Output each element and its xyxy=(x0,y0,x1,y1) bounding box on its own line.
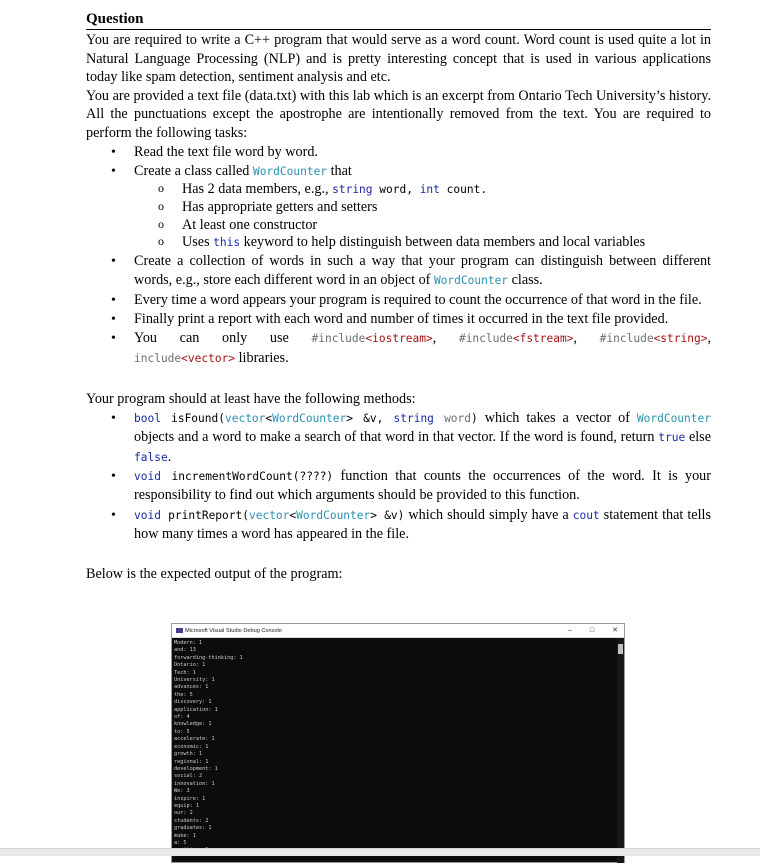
intro-paragraph-2: You are provided a text file (data.txt) with this lab which is an excerpt from Ontario Tech University’s history. All the punctuations except the apostrophe are intentionally removed from the text. You are required to perform the following tasks: xyxy=(86,87,711,141)
console-scroll-thumb[interactable] xyxy=(618,644,623,654)
console-line: the: 5 xyxy=(174,691,193,698)
console-line: Modern: 1 xyxy=(174,640,203,646)
console-line: development: 1 xyxy=(174,765,218,772)
libraries-line: • You can only use #include<iostream>, #include<fstream>, #include<string>, xyxy=(134,330,711,347)
task-finally: • Finally print a report with each word and number of times it occurred in the text file provided. xyxy=(86,310,711,329)
console-title-bar xyxy=(172,624,624,638)
console-line: forwarding-thinking: 1 xyxy=(174,654,243,661)
console-line: Tech: 1 xyxy=(174,669,196,676)
method-incrementwordcount: • void incrementWordCount(????) function that counts the occurrences of the word. It is your responsibility to find out which arguments should be provided to this function. xyxy=(86,467,711,506)
console-line: accelerate: 1 xyxy=(174,736,215,743)
console-line: innovation: 1 xyxy=(174,780,215,787)
document-page xyxy=(86,10,711,583)
console-line: a: 5 xyxy=(174,839,187,846)
task-read: • Read the text file word by word. xyxy=(86,143,711,162)
console-title: Microsoft Visual Studio Debug Console xyxy=(185,627,282,634)
class-requirements xyxy=(134,181,711,251)
sub-this-keyword: o Uses this keyword to help distinguish between data members and local variables xyxy=(134,234,711,252)
sub-data-members: o Has 2 data members, e.g., string word, int count. xyxy=(134,181,711,199)
methods-intro: Your program should at least have the following methods: xyxy=(86,391,416,408)
minimize-icon[interactable]: – xyxy=(567,627,572,634)
intro-paragraph-1: You are required to write a C++ program that would serve as a word count. Word count is used quite a lot in Natural Language Processing (NLP) and is pretty interesting concept that is used in various applications today like spam detection, sentiment analysis and etc. xyxy=(86,32,711,86)
console-line: regional: 1 xyxy=(174,758,209,765)
console-line: growth: 1 xyxy=(174,751,203,758)
console-line: our: 2 xyxy=(174,810,193,817)
console-line: social: 2 xyxy=(174,773,203,780)
console-line: inspire: 1 xyxy=(174,795,206,802)
task-list xyxy=(86,143,711,369)
task-every-time: • Every time a word appears your program is required to count the occurrence of that word in the file. xyxy=(86,291,711,310)
expected-output-label: Below is the expected output of the program: xyxy=(86,565,343,582)
console-line: advances: 1 xyxy=(174,684,209,691)
task-collection: • Create a collection of words in such a way that your program can distinguish between different words, e.g., store each different word in an object of WordCounter class. xyxy=(86,252,711,291)
console-line: discovery: 1 xyxy=(174,699,212,706)
console-line: We: 3 xyxy=(174,788,190,795)
console-line: and: 13 xyxy=(174,647,196,654)
method-printreport: • void printReport(vector<WordCounter> &v) which should simply have a cout statement that tells how many times a word has appeared in the file. xyxy=(86,506,711,545)
debug-console-window xyxy=(171,623,625,863)
console-scrollbar[interactable] xyxy=(617,638,624,863)
console-line: make: 1 xyxy=(174,832,196,839)
console-line: of: 4 xyxy=(174,714,190,721)
methods-list xyxy=(86,409,711,545)
console-line: students: 2 xyxy=(174,817,209,824)
task-create-class: • Create a class called WordCounter that o Has 2 data members, e.g., string word, int count. o Has appropriate getters and setters o At least one constructor o Uses this keyword to help distinguish between data members and local variables xyxy=(86,162,711,252)
console-line: Ontario: 1 xyxy=(174,662,206,669)
console-line: to: 5 xyxy=(174,728,190,735)
console-output xyxy=(172,638,624,864)
maximize-icon[interactable]: □ xyxy=(589,627,595,634)
task-libraries: • You can only use #include<iostream>, #include<fstream>, #include<string>, include<vector> libraries. xyxy=(86,329,711,368)
console-app-icon xyxy=(176,628,183,633)
question-heading: Question xyxy=(86,10,711,30)
console-line: economic: 1 xyxy=(174,743,209,750)
sub-constructor: o At least one constructor xyxy=(134,217,711,235)
console-line: graduates: 1 xyxy=(174,825,212,832)
console-line: knowledge: 1 xyxy=(174,721,212,728)
method-isfound: • bool isFound(vector<WordCounter> &v, string word) which takes a vector of WordCounter objects and a word to make a search of that word in that vector. If the word is found, return true else false. xyxy=(86,409,711,467)
console-line: application: 1 xyxy=(174,706,218,713)
console-line: equip: 1 xyxy=(174,802,199,809)
close-icon[interactable]: ✕ xyxy=(612,627,618,634)
console-line: University: 1 xyxy=(174,677,215,684)
class-name-code: WordCounter xyxy=(252,164,328,178)
sub-getters-setters: o Has appropriate getters and setters xyxy=(134,199,711,217)
